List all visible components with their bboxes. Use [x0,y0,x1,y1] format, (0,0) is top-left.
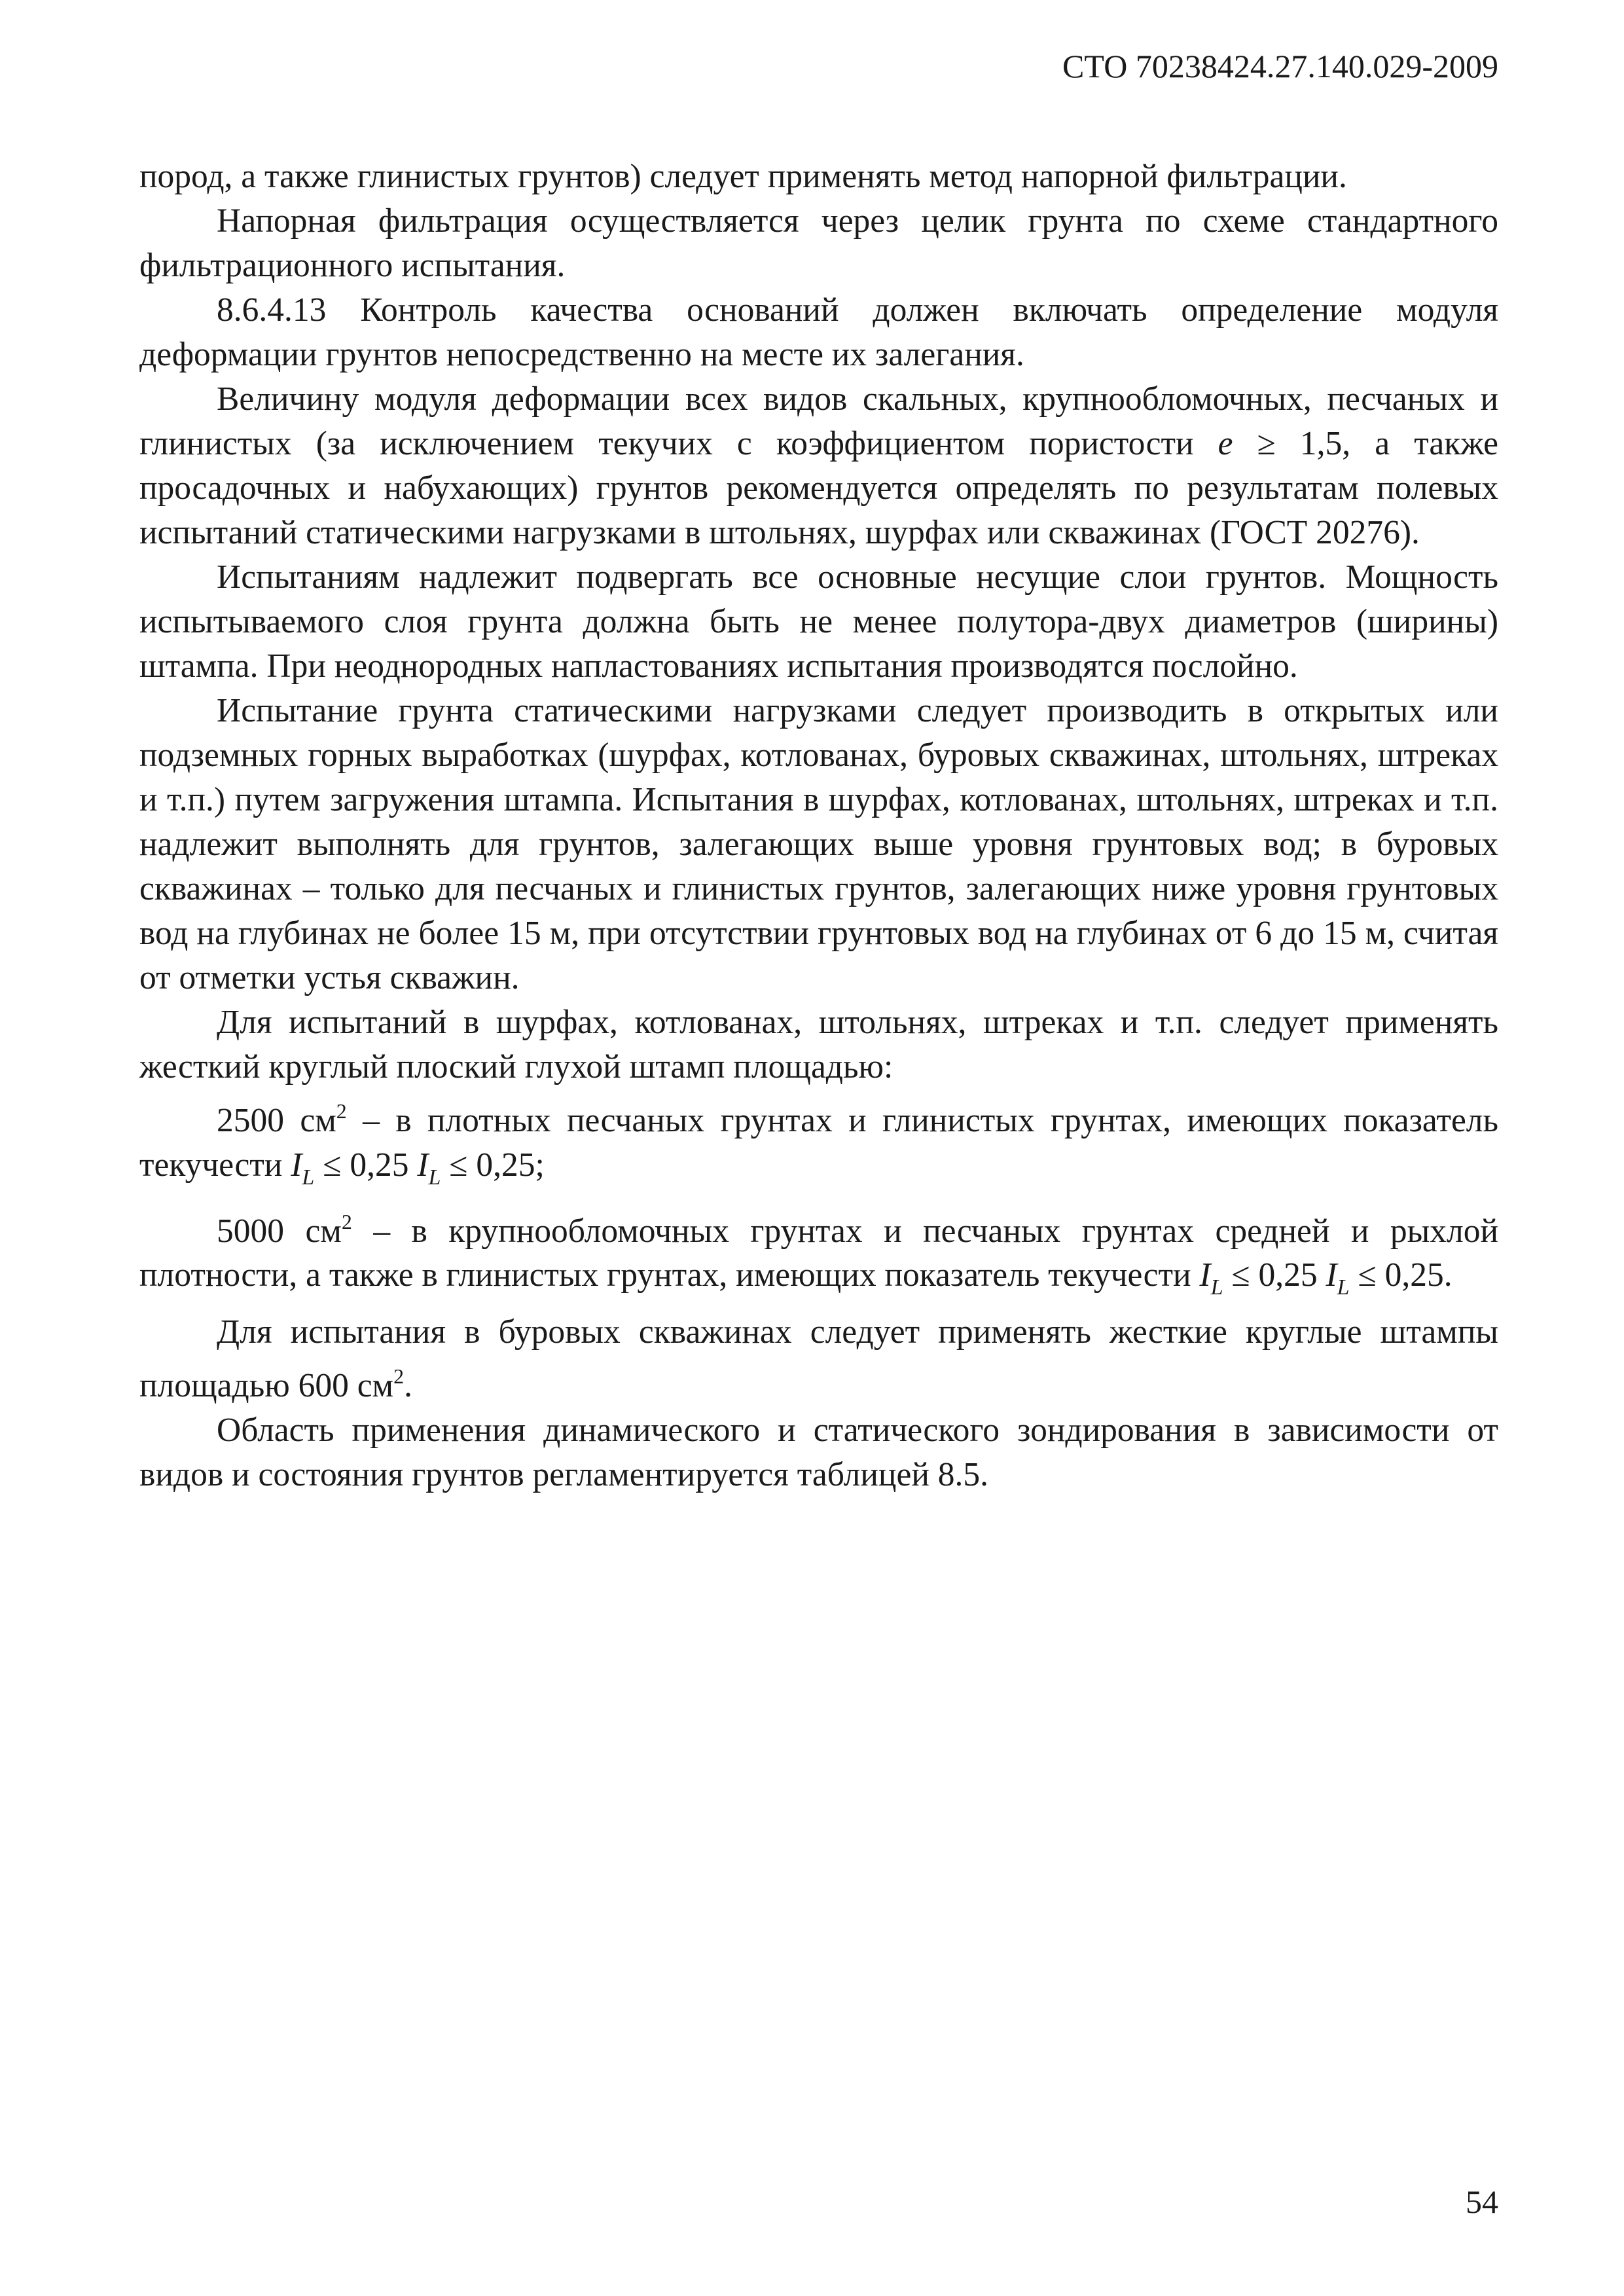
text-span: . [404,1367,412,1405]
document-code: СТО 70238424.27.140.029-2009 [1062,48,1498,84]
paragraph [139,1310,1498,1408]
text-span: Величину модуля деформации всех видов скальных, крупнообломочных, песчаных и глинистых (за исключением текучих с коэффициентом пористости [139,380,1498,462]
paragraph [139,1200,1498,1311]
math-variable: I [417,1146,429,1184]
text-span: ≤ 0,25; [441,1146,545,1184]
superscript: 2 [341,1210,352,1233]
text-span: ≤ 0,25 [314,1146,418,1184]
subscript: L [428,1165,441,1190]
page-number: 54 [1466,2183,1498,2220]
math-variable: I [291,1146,302,1184]
subscript: L [1210,1275,1223,1300]
text-span: 5000 см [217,1212,342,1250]
paragraph: Область применения динамического и статического зондирования в зависимости от видов и состояния грунтов регламентируется таблицей 8.5. [139,1412,1498,1494]
paragraph: Для испытаний в шурфах, котлованах, штольнях, штреках и т.п. следует применять жесткий круглый плоский глухой штамп площадью: [139,1004,1498,1085]
paragraph: Напорная фильтрация осуществляется через целик грунта по схеме стандартного фильтрационного испытания. [139,202,1498,284]
math-variable: I [1326,1256,1337,1294]
paragraph: Испытание грунта статическими нагрузками следует производить в открытых или подземных горных выработках (шурфах, котлованах, буровых скважинах, штольнях, штреках и т.п.) путем загружения штампа. Испытания в шурфах, котлованах, штольнях, штреках и т.п. надлежит выполнять для грунтов, залегающих выше уровня грунтовых вод; в буровых скважинах – только для песчаных и глинистых грунтов, залегающих ниже уровня грунтовых вод на глубинах не более 15 м, при отсутствии грунтовых вод на глубинах от 6 до 15 м, считая от отметки устья скважин. [139,692,1498,996]
text-span: ≥ 1,5, а также просадочных и набухающих) грунтов рекомендуется определять по результатам полевых испытаний статическими нагрузками в штольнях, шурфах или скважинах (ГОСТ 20276). [139,425,1498,551]
text-span: ≤ 0,25 [1223,1256,1326,1294]
paragraph [139,377,1498,555]
superscript: 2 [393,1365,405,1389]
paragraph: Испытаниям надлежит подвергать все основные несущие слои грунтов. Мощность испытываемого слоя грунта должна быть не менее полутора-двух диаметров (ширины) штампа. При неоднородных напластованиях испытания производятся послойно. [139,558,1498,685]
text-span: Для испытания в буровых скважинах следует применять жесткие круглые штампы площадью 600 см [139,1313,1498,1405]
text-span: 2500 см [217,1101,336,1139]
text-span: ≤ 0,25. [1349,1256,1453,1294]
text-span: – в крупнообломочных грунтах и песчаных грунтах средней и рыхлой плотности, а также в глинистых грунтах, имеющих показатель текучести [139,1212,1498,1294]
paragraph: 8.6.4.13 Контроль качества оснований должен включать определение модуля деформации грунтов непосредственно на месте их залегания. [139,291,1498,373]
text-span: – в плотных песчаных грунтах и глинистых грунтах, имеющих показатель текучести [139,1101,1498,1184]
paragraph [139,1089,1498,1200]
paragraph: пород, а также глинистых грунтов) следует применять метод напорной фильтрации. [139,158,1347,195]
superscript: 2 [336,1100,347,1123]
math-variable: e [1218,425,1233,462]
document-body [139,155,1498,1497]
subscript: L [302,1165,315,1190]
math-variable: I [1199,1256,1211,1294]
subscript: L [1337,1275,1350,1300]
